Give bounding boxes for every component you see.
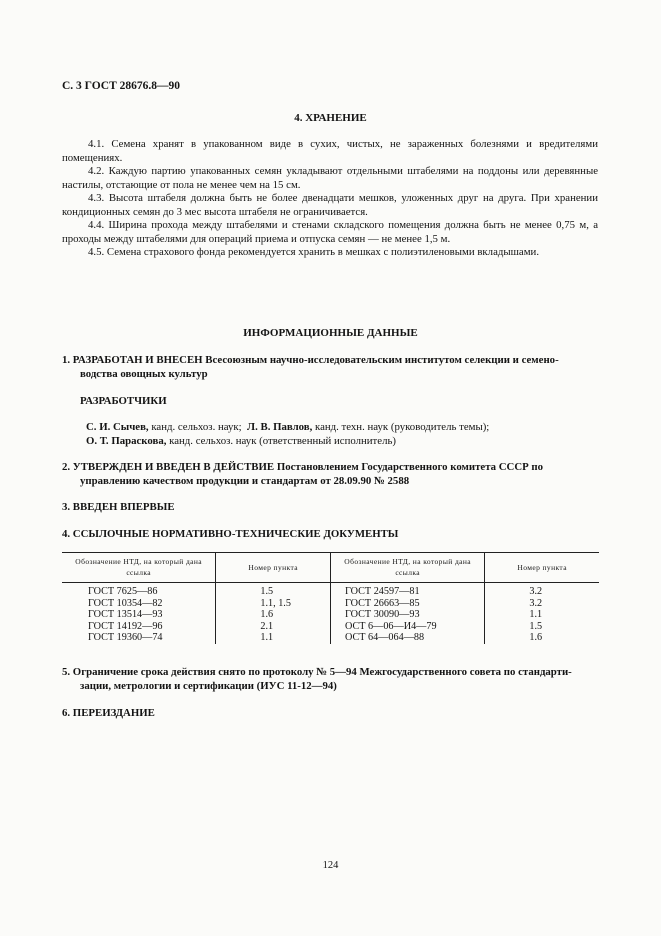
developer-name: С. И. Сычев, [86,421,149,433]
storage-paragraph-4-1: 4.1. Семена хранят в упакованном виде в сухих, чистых, не зараженных болезнями и вредителями помещениях. [62,138,598,164]
cell-item: 1.5 [529,620,543,632]
header-doc-right: Обозначение НТД, на который дана ссылка [331,553,485,583]
cell-doc: ГОСТ 26663—85 [331,598,485,610]
cell-doc: ГОСТ 19360—74 [62,632,216,644]
developers-title: РАЗРАБОТЧИКИ [80,395,167,407]
storage-paragraph-4-3: 4.3. Высота штабеля должна быть не более двенадцати мешков, уложенных друг на друга. При хранении кондиционных семян до 3 мес высота штабеля не ограничивается. [62,192,598,218]
header-item-right: Номер пункта [485,553,599,583]
developer-name: Л. В. Павлов, [247,421,313,433]
info-item-1 [62,353,598,381]
info-item-2-text-b: управлению качеством продукции и стандартам от 28.09.90 № 2588 [80,475,410,487]
info-item-5-text-b: зации, метрологии и сертификации (ИУС 11-12—94) [80,680,337,692]
cell-doc: ОСТ 64—064—88 [331,632,485,644]
page-header: С. 3 ГОСТ 28676.8—90 [62,80,181,92]
developers-line-1 [86,420,598,434]
cell-doc: ГОСТ 30090—93 [331,609,485,621]
developer-name: О. Т. Параскова, [86,435,167,447]
cell-item: 3.2 [529,586,543,597]
info-item-1-text-a: Всесоюзным научно-исследовательским институтом селекции и семено- [205,354,559,366]
cell-item: 1.1, 1.5 [216,598,331,610]
storage-paragraph-4-5: 4.5. Семена страхового фонда рекомендуется хранить в мешках с полиэтиленовыми вкладышами. [88,246,540,258]
table-row [62,632,599,644]
table-header-row [62,553,599,583]
info-item-5 [62,665,598,693]
table-row [62,598,599,610]
cell-doc: ГОСТ 10354—82 [62,598,216,610]
page-number: 124 [322,860,339,871]
cell-doc: ГОСТ 14192—96 [62,621,216,633]
cell-item: 1.5 [216,583,331,598]
info-item-2-text-a: Постановлением Государственного комитета СССР по [276,461,544,473]
table-row [62,583,599,598]
cell-doc: ОСТ 6—06—И4—79 [331,621,485,633]
info-section-title: ИНФОРМАЦИОННЫЕ ДАННЫЕ [243,327,418,339]
developer-degree: канд. сельхоз. наук (ответственный исполнитель) [169,435,396,447]
cell-item: 1.6 [216,609,331,621]
info-item-4: 4. ССЫЛОЧНЫЕ НОРМАТИВНО-ТЕХНИЧЕСКИЕ ДОКУМЕНТЫ [62,528,399,540]
developers-line-2 [86,434,598,448]
developer-degree: канд. техн. наук (руководитель темы); [315,421,490,433]
info-item-2-lead: 2. УТВЕРЖДЕН И ВВЕДЕН В ДЕЙСТВИЕ [62,461,275,473]
info-item-5-text-a: 5. Ограничение срока действия снято по протоколу № 5—94 Межгосударственного совета по стандарти- [62,666,572,678]
cell-item: 1.1 [216,632,331,644]
cell-doc: ГОСТ 24597—81 [331,583,485,598]
info-item-6: 6. ПЕРЕИЗДАНИЕ [62,707,155,719]
cell-doc: ГОСТ 13514—93 [62,609,216,621]
cell-doc: ГОСТ 7625—86 [62,583,216,598]
storage-section-title: 4. ХРАНЕНИЕ [294,112,367,124]
cell-item: 2.1 [216,621,331,633]
header-item-left: Номер пункта [216,553,331,583]
table-row [62,609,599,621]
header-doc-left: Обозначение НТД, на который дана ссылка [62,553,216,583]
cell-item: 1.1 [529,609,543,621]
table-row [62,621,599,633]
info-item-2 [62,460,598,488]
cell-item: 1.6 [529,632,543,644]
storage-paragraph-4-2: 4.2. Каждую партию упакованных семян укладывают отдельными штабелями на поддоны или деревянные настилы, отстающие от пола не менее чем на 15 см. [62,165,598,191]
info-item-3: 3. ВВЕДЕН ВПЕРВЫЕ [62,501,175,513]
reference-documents-table [62,552,599,644]
developers-list [86,420,598,448]
storage-paragraph-4-4: 4.4. Ширина прохода между штабелями и стенами складского помещения должна быть не менее 0,75 м, а проходы между штабелями для операций приема и отпуска семян — не менее 1,5 м. [62,219,598,245]
developer-degree: канд. сельхоз. наук; [151,421,242,433]
info-item-1-text-b: водства овощных культур [80,368,208,380]
cell-item: 3.2 [529,597,543,609]
info-item-1-lead: 1. РАЗРАБОТАН И ВНЕСЕН [62,354,203,366]
